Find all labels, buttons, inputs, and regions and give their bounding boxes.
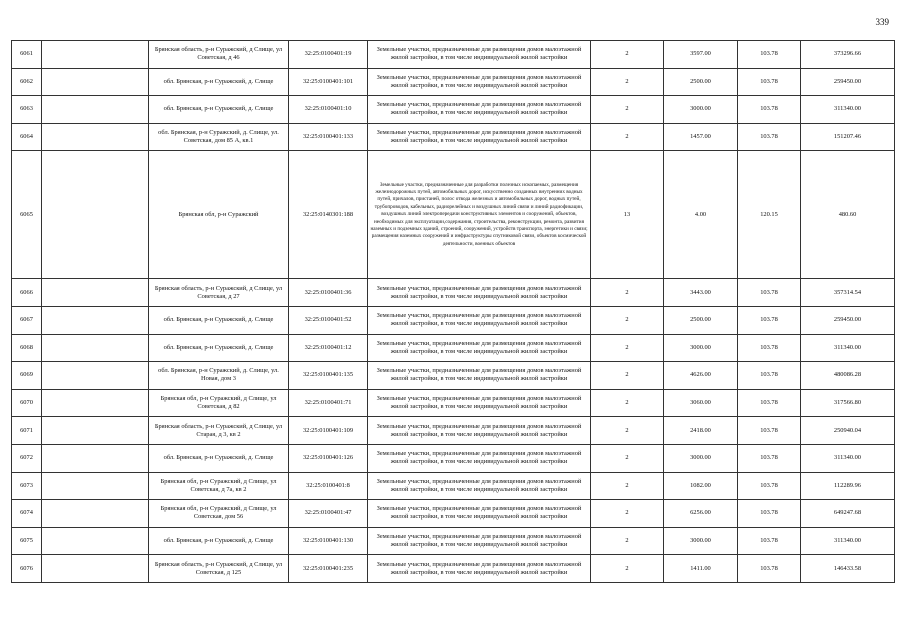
area-cell: 3000.00 (664, 334, 738, 362)
usage-group-cell: 13 (591, 151, 664, 279)
record-number-cell: 6067 (12, 306, 42, 334)
address-cell: обл. Брянская, р-н Суражский, д. Слище (149, 334, 289, 362)
usage-group-cell: 2 (591, 500, 664, 528)
cadastral-number-cell: 32:25:0100401:101 (289, 68, 368, 96)
address-cell: обл. Брянская, р-н Суражский, д. Слище (149, 444, 289, 472)
blank-cell (42, 41, 149, 69)
usage-group-cell: 2 (591, 279, 664, 307)
area-cell: 1411.00 (664, 555, 738, 583)
cadastral-number-cell: 32:25:0100401:133 (289, 123, 368, 151)
address-cell: обл. Брянская, р-н Суражский, д. Слище (149, 96, 289, 124)
usage-group-cell: 2 (591, 123, 664, 151)
land-use-description-cell: Земельные участки, предназначенные для размещения домов малоэтажной жилой застройки, в том числе индивидуальной жилой застройки (368, 68, 591, 96)
usage-group-cell: 2 (591, 444, 664, 472)
record-number-cell: 6066 (12, 279, 42, 307)
record-number-cell: 6072 (12, 444, 42, 472)
address-cell: Брянская обл, р-н Суражский (149, 151, 289, 279)
record-number-cell: 6075 (12, 527, 42, 555)
cadastral-number-cell: 32:25:0100401:235 (289, 555, 368, 583)
usage-group-cell: 2 (591, 555, 664, 583)
usage-group-cell: 2 (591, 306, 664, 334)
land-use-description-cell: Земельные участки, предназначенные для размещения домов малоэтажной жилой застройки, в том числе индивидуальной жилой застройки (368, 389, 591, 417)
cadastral-number-cell: 32:25:0100401:52 (289, 306, 368, 334)
area-cell: 4626.00 (664, 362, 738, 390)
area-cell: 3000.00 (664, 96, 738, 124)
cadastral-value-cell: 151207.46 (801, 123, 895, 151)
specific-value-cell: 103.78 (738, 389, 801, 417)
record-number-cell: 6068 (12, 334, 42, 362)
blank-cell (42, 389, 149, 417)
usage-group-cell: 2 (591, 417, 664, 445)
land-use-description-cell: Земельные участки, предназначенные для размещения домов малоэтажной жилой застройки, в том числе индивидуальной жилой застройки (368, 472, 591, 500)
cadastral-value-cell: 311340.00 (801, 444, 895, 472)
table-row (12, 389, 895, 417)
usage-group-cell: 2 (591, 389, 664, 417)
land-use-description-cell: Земельные участки, предназначенные для размещения домов малоэтажной жилой застройки, в том числе индивидуальной жилой застройки (368, 96, 591, 124)
cadastral-value-cell: 357314.54 (801, 279, 895, 307)
specific-value-cell: 103.78 (738, 68, 801, 96)
cadastral-value-cell: 480086.28 (801, 362, 895, 390)
cadastral-value-cell: 250940.04 (801, 417, 895, 445)
cadastral-number-cell: 32:25:0100401:12 (289, 334, 368, 362)
area-cell: 1082.00 (664, 472, 738, 500)
address-cell: обл. Брянская, р-н Суражский, д. Слище (149, 527, 289, 555)
table-row (12, 41, 895, 69)
address-cell: обл. Брянская, р-н Суражский, д. Слище (149, 306, 289, 334)
land-use-description-cell: Земельные участки, предназначенные для размещения домов малоэтажной жилой застройки, в том числе индивидуальной жилой застройки (368, 334, 591, 362)
specific-value-cell: 103.78 (738, 527, 801, 555)
table-row (12, 334, 895, 362)
specific-value-cell: 120.15 (738, 151, 801, 279)
blank-cell (42, 472, 149, 500)
specific-value-cell: 103.78 (738, 96, 801, 124)
specific-value-cell: 103.78 (738, 362, 801, 390)
area-cell: 4.00 (664, 151, 738, 279)
cadastral-value-cell: 146433.58 (801, 555, 895, 583)
land-use-description-cell: Земельные участки, предназначенные для размещения домов малоэтажной жилой застройки, в том числе индивидуальной жилой застройки (368, 500, 591, 528)
record-number-cell: 6063 (12, 96, 42, 124)
land-use-description-cell: Земельные участки, предназначенные для размещения домов малоэтажной жилой застройки, в том числе индивидуальной жилой застройки (368, 444, 591, 472)
cadastral-number-cell: 32:25:0100401:10 (289, 96, 368, 124)
cadastral-number-cell: 32:25:0100401:8 (289, 472, 368, 500)
table-row (12, 123, 895, 151)
record-number-cell: 6062 (12, 68, 42, 96)
record-number-cell: 6069 (12, 362, 42, 390)
land-use-description-cell: Земельные участки, предназначенные для размещения домов малоэтажной жилой застройки, в том числе индивидуальной жилой застройки (368, 362, 591, 390)
cadastral-number-cell: 32:25:0100401:71 (289, 389, 368, 417)
address-cell: обл. Брянская, р-н Суражский, д. Слище (149, 68, 289, 96)
land-use-description-cell: Земельные участки, предназначенные для размещения домов малоэтажной жилой застройки, в том числе индивидуальной жилой застройки (368, 555, 591, 583)
blank-cell (42, 527, 149, 555)
specific-value-cell: 103.78 (738, 444, 801, 472)
table-row (12, 472, 895, 500)
land-use-description-cell: Земельные участки, предназначенные для размещения домов малоэтажной жилой застройки, в том числе индивидуальной жилой застройки (368, 527, 591, 555)
cadastral-table (11, 40, 895, 583)
specific-value-cell: 103.78 (738, 472, 801, 500)
table-row (12, 500, 895, 528)
cadastral-value-cell: 311340.00 (801, 334, 895, 362)
specific-value-cell: 103.78 (738, 41, 801, 69)
cadastral-number-cell: 32:25:0100401:19 (289, 41, 368, 69)
cadastral-value-cell: 480.60 (801, 151, 895, 279)
cadastral-number-cell: 32:25:0100401:126 (289, 444, 368, 472)
usage-group-cell: 2 (591, 472, 664, 500)
specific-value-cell: 103.78 (738, 500, 801, 528)
blank-cell (42, 151, 149, 279)
blank-cell (42, 96, 149, 124)
specific-value-cell: 103.78 (738, 123, 801, 151)
table-row (12, 306, 895, 334)
address-cell: Брянская область, р-н Суражский, д Слище, ул Советская, д 125 (149, 555, 289, 583)
address-cell: Брянская обл, р-н Суражский, д Слище, ул Советская, дом 56 (149, 500, 289, 528)
specific-value-cell: 103.78 (738, 334, 801, 362)
blank-cell (42, 362, 149, 390)
area-cell: 1457.00 (664, 123, 738, 151)
blank-cell (42, 306, 149, 334)
blank-cell (42, 500, 149, 528)
usage-group-cell: 2 (591, 96, 664, 124)
cadastral-number-cell: 32:25:0100401:109 (289, 417, 368, 445)
usage-group-cell: 2 (591, 362, 664, 390)
area-cell: 2500.00 (664, 306, 738, 334)
address-cell: обл. Брянская, р-н Суражский, д. Слище, ул. Советская, дом 85 А, кв.1 (149, 123, 289, 151)
address-cell: Брянская обл, р-н Суражский, д Слище, ул Советская, д 82 (149, 389, 289, 417)
address-cell: Брянская область, р-н Суражский, д Слище, ул Советская, д 46 (149, 41, 289, 69)
area-cell: 3443.00 (664, 279, 738, 307)
address-cell: обл. Брянская, р-н Суражский, д. Слище, ул. Новая, дом 3 (149, 362, 289, 390)
blank-cell (42, 417, 149, 445)
cadastral-number-cell: 32:25:0100401:47 (289, 500, 368, 528)
usage-group-cell: 2 (591, 527, 664, 555)
cadastral-value-cell: 311340.00 (801, 527, 895, 555)
blank-cell (42, 555, 149, 583)
land-use-description-cell: Земельные участки, предназначенные для размещения домов малоэтажной жилой застройки, в том числе индивидуальной жилой застройки (368, 306, 591, 334)
cadastral-number-cell: 32:25:0100401:135 (289, 362, 368, 390)
table-row (12, 444, 895, 472)
table-row (12, 555, 895, 583)
blank-cell (42, 279, 149, 307)
specific-value-cell: 103.78 (738, 417, 801, 445)
record-number-cell: 6076 (12, 555, 42, 583)
specific-value-cell: 103.78 (738, 306, 801, 334)
table-row (12, 68, 895, 96)
table-row (12, 96, 895, 124)
record-number-cell: 6065 (12, 151, 42, 279)
record-number-cell: 6064 (12, 123, 42, 151)
cadastral-value-cell: 112289.96 (801, 472, 895, 500)
cadastral-value-cell: 259450.00 (801, 306, 895, 334)
usage-group-cell: 2 (591, 41, 664, 69)
land-use-description-cell: Земельные участки, предназначенные для размещения домов малоэтажной жилой застройки, в том числе индивидуальной жилой застройки (368, 417, 591, 445)
area-cell: 3000.00 (664, 444, 738, 472)
area-cell: 3000.00 (664, 527, 738, 555)
specific-value-cell: 103.78 (738, 555, 801, 583)
cadastral-value-cell: 311340.00 (801, 96, 895, 124)
land-use-description-cell: Земельные участки, предназначенные для размещения домов малоэтажной жилой застройки, в том числе индивидуальной жилой застройки (368, 279, 591, 307)
blank-cell (42, 444, 149, 472)
area-cell: 6256.00 (664, 500, 738, 528)
address-cell: Брянская область, р-н Суражский, д Слище, ул Советская, д 27 (149, 279, 289, 307)
table-row (12, 417, 895, 445)
area-cell: 3597.00 (664, 41, 738, 69)
cadastral-value-cell: 317566.80 (801, 389, 895, 417)
address-cell: Брянская обл, р-н Суражский, д Слище, ул Советская, д 7а, кв 2 (149, 472, 289, 500)
address-cell: Брянская область, р-н Суражский, д Слище, ул Старая, д 3, кв 2 (149, 417, 289, 445)
blank-cell (42, 123, 149, 151)
cadastral-number-cell: 32:25:0100401:130 (289, 527, 368, 555)
cadastral-number-cell: 32:25:0100401:36 (289, 279, 368, 307)
table-row (12, 527, 895, 555)
table-row (12, 279, 895, 307)
cadastral-value-cell: 259450.00 (801, 68, 895, 96)
record-number-cell: 6071 (12, 417, 42, 445)
page-number: 339 (875, 17, 889, 27)
table-row (12, 362, 895, 390)
blank-cell (42, 334, 149, 362)
table-body (12, 41, 895, 583)
area-cell: 3060.00 (664, 389, 738, 417)
area-cell: 2500.00 (664, 68, 738, 96)
blank-cell (42, 68, 149, 96)
record-number-cell: 6074 (12, 500, 42, 528)
cadastral-value-cell: 373296.66 (801, 41, 895, 69)
usage-group-cell: 2 (591, 334, 664, 362)
land-use-description-cell: Земельные участки, предназначенные для размещения домов малоэтажной жилой застройки, в том числе индивидуальной жилой застройки (368, 41, 591, 69)
usage-group-cell: 2 (591, 68, 664, 96)
record-number-cell: 6061 (12, 41, 42, 69)
cadastral-value-cell: 649247.68 (801, 500, 895, 528)
record-number-cell: 6073 (12, 472, 42, 500)
record-number-cell: 6070 (12, 389, 42, 417)
table-row (12, 151, 895, 279)
cadastral-number-cell: 32:25:0140301:188 (289, 151, 368, 279)
specific-value-cell: 103.78 (738, 279, 801, 307)
land-use-description-cell: Земельные участки, предназначенные для размещения домов малоэтажной жилой застройки, в том числе индивидуальной жилой застройки (368, 123, 591, 151)
area-cell: 2418.00 (664, 417, 738, 445)
land-use-description-cell: Земельные участки, предназначенные для разработки полезных ископаемых, размещения железнодорожных путей, автомобильных дорог, искусственно созданных внутренних водных путей, причалов, пристаней, полос отвода железных и автомобильных дорог, водных путей, трубопроводов, кабельных, радиорелейных и воздушных линий связи и линий радиофикации, воздушных линий электропередачи конструктивных элементов и сооружений, объектов, необходимых для эксплуатации,содержания, строительства, реконструкции, ремонта, развития наземных и подземных зданий, строений, сооружений, устройств транспорта, энергетики и связи; размещения наземных сооружений и инфраструктуры спутниковой связи, объектов космической деятельности, военных объектов (368, 151, 591, 279)
